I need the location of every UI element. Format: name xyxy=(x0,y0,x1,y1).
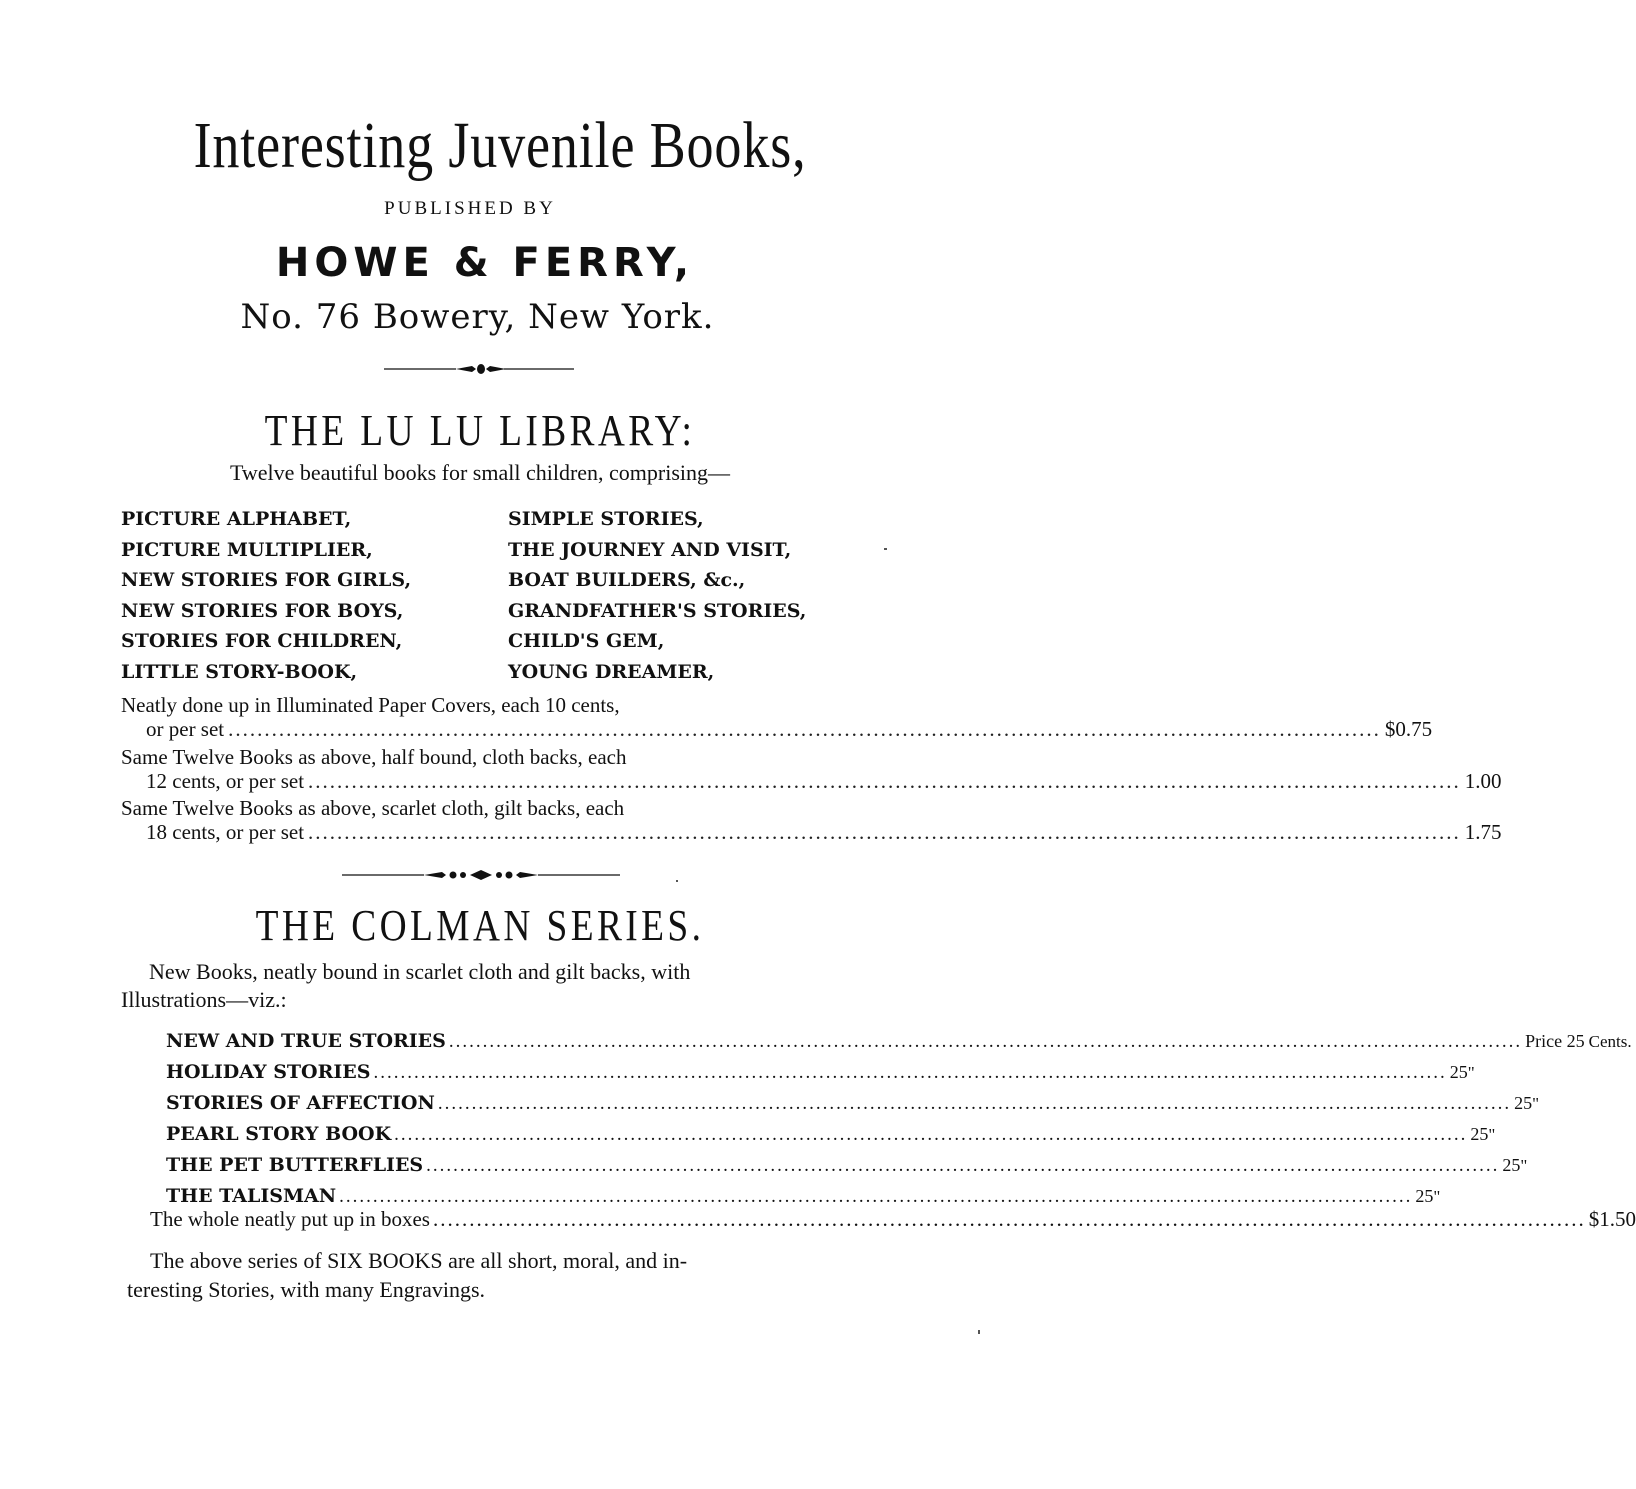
book-title: NEW AND TRUE STORIES xyxy=(166,1030,446,1052)
list-item xyxy=(166,1150,1528,1181)
closing-line: The above series of SIX BOOKS are all short, moral, and in- xyxy=(150,1248,688,1273)
price-value: $0.75 xyxy=(1384,717,1433,741)
list-item: PICTURE MULTIPLIER, xyxy=(121,538,373,561)
list-item: SIMPLE STORIES, xyxy=(508,508,704,530)
book-price: 25 xyxy=(1449,1062,1468,1082)
book-title: STORIES OF AFFECTION xyxy=(166,1092,435,1114)
book-price: 25 xyxy=(1415,1186,1434,1206)
price-description: Same Twelve Books as above, half bound, cloth backs, each xyxy=(121,745,627,769)
boxed-set-label: The whole neatly put up in boxes xyxy=(150,1207,430,1231)
list-item: GRANDFATHER'S STORIES, xyxy=(508,599,807,622)
lulu-price-paper-covers xyxy=(121,693,1433,741)
list-item: STORIES FOR CHILDREN, xyxy=(121,630,403,652)
lulu-library-heading: THE LU LU LIBRARY: xyxy=(264,406,696,455)
dot-leader: ............................................................................................................................................................... xyxy=(228,717,1381,741)
book-price-unit: Cents. xyxy=(1588,1032,1632,1051)
dot-leader: ............................................................................................................................................................... xyxy=(426,1155,1500,1176)
lulu-books-right-column xyxy=(508,504,806,687)
list-item: NEW STORIES FOR BOYS, xyxy=(121,599,404,622)
list-item: LITTLE STORY-BOOK, xyxy=(121,660,358,683)
price-label: 18 cents, or per set xyxy=(146,820,305,844)
lulu-price-half-bound xyxy=(121,745,1502,793)
published-by-label: PUBLISHED BY xyxy=(384,198,556,219)
price-description: Neatly done up in Illuminated Paper Covers, each 10 cents, xyxy=(121,693,620,717)
dot-leader: ............................................................................................................................................................... xyxy=(308,820,1461,844)
colman-book-list xyxy=(166,1026,1632,1212)
colman-series-intro xyxy=(121,958,843,1014)
ditto-mark: " xyxy=(1532,1094,1540,1113)
book-price: 25 xyxy=(1514,1093,1533,1113)
intro-line: Illustrations—viz.: xyxy=(121,987,287,1012)
divider-ornament xyxy=(342,868,620,882)
price-value: 1.00 xyxy=(1464,769,1502,793)
list-item: CHILD'S GEM, xyxy=(508,630,665,652)
book-price: 25 xyxy=(1470,1124,1489,1144)
list-item: NEW STORIES FOR GIRLS, xyxy=(121,569,412,591)
list-item xyxy=(166,1119,1496,1150)
list-item xyxy=(166,1057,1475,1088)
price-label: 12 cents, or per set xyxy=(146,769,305,793)
colman-closing-note xyxy=(127,1246,843,1304)
list-item: THE JOURNEY AND VISIT, xyxy=(508,538,792,561)
publisher-name: HOWE & FERRY, xyxy=(275,240,695,286)
intro-line: New Books, neatly bound in scarlet cloth and gilt backs, with xyxy=(149,959,691,984)
ditto-mark: " xyxy=(1488,1125,1496,1144)
book-title: THE TALISMAN xyxy=(166,1185,337,1207)
list-item: BOAT BUILDERS, &c., xyxy=(508,569,746,591)
dot-leader: ............................................................................................................................................................... xyxy=(448,1031,1523,1052)
book-title: PEARL STORY BOOK xyxy=(166,1123,392,1145)
ditto-mark: " xyxy=(1520,1156,1528,1175)
boxed-set-value: $1.50 xyxy=(1588,1207,1636,1231)
ditto-mark: " xyxy=(1467,1063,1475,1082)
print-speck xyxy=(884,548,887,550)
print-speck xyxy=(978,1330,980,1334)
list-item xyxy=(166,1088,1540,1119)
book-title: HOLIDAY STORIES xyxy=(166,1061,371,1083)
dot-leader: ............................................................................................................................................................... xyxy=(308,769,1461,793)
closing-line: teresting Stories, with many Engravings. xyxy=(127,1277,486,1302)
list-item xyxy=(166,1026,1632,1057)
dot-leader: ............................................................................................................................................................... xyxy=(339,1186,1413,1207)
page-title: Interesting Juvenile Books, xyxy=(193,109,807,182)
dot-leader: ............................................................................................................................................................... xyxy=(373,1062,1447,1083)
print-speck xyxy=(676,880,678,882)
lulu-library-intro: Twelve beautiful books for small children, comprising— xyxy=(229,460,731,485)
dot-leader: ............................................................................................................................................................... xyxy=(437,1093,1512,1114)
lulu-books-left-column xyxy=(121,504,411,687)
boxed-set-price xyxy=(150,1207,1636,1232)
price-value: 1.75 xyxy=(1464,820,1502,844)
price-description: Same Twelve Books as above, scarlet cloth, gilt backs, each xyxy=(121,796,625,820)
book-price: Price 25 xyxy=(1525,1031,1585,1051)
divider-ornament xyxy=(384,362,574,376)
list-item: PICTURE ALPHABET, xyxy=(121,508,352,530)
lulu-price-scarlet-cloth xyxy=(121,796,1502,844)
dot-leader: ............................................................................................................................................................... xyxy=(394,1124,1468,1145)
publisher-address: No. 76 Bowery, New York. xyxy=(240,297,715,337)
price-label: or per set xyxy=(146,717,225,741)
colman-series-heading: THE COLMAN SERIES. xyxy=(255,901,705,950)
ditto-mark: " xyxy=(1433,1187,1441,1206)
book-title: THE PET BUTTERFLIES xyxy=(166,1154,424,1176)
dot-leader: ............................................................................................................................................................... xyxy=(432,1207,1586,1231)
book-price: 25 xyxy=(1502,1155,1521,1175)
list-item: YOUNG DREAMER, xyxy=(508,660,715,683)
